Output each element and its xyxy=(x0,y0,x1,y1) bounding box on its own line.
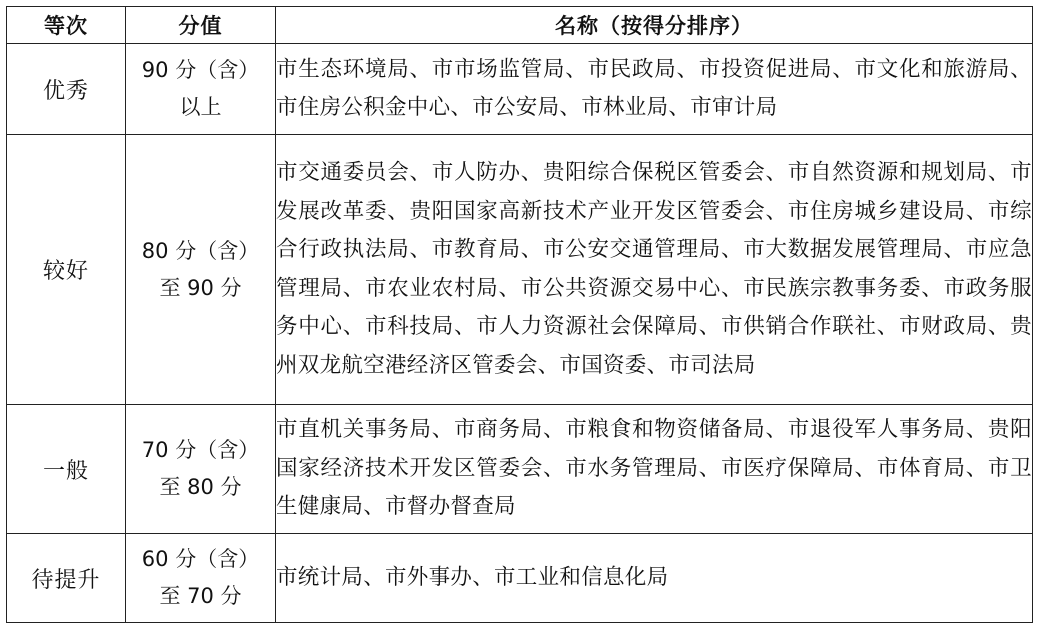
score-range-line: 70 分（含） xyxy=(141,438,260,462)
score-range-line: 以上 xyxy=(179,95,222,119)
score-range-line: 80 分（含） xyxy=(141,238,260,263)
names-cell: 市统计局、市外事办、市工业和信息化局 xyxy=(276,534,1033,623)
names-cell: 市生态环境局、市市场监管局、市民政局、市投资促进局、市文化和旅游局、市住房公积金中心、市公安局、市林业局、市审计局 xyxy=(276,44,1033,135)
names-cell: 市交通委员会、市人防办、贵阳综合保税区管委会、市自然资源和规划局、市发展改革委、贵阳国家高新技术产业开发区管委会、市住房城乡建设局、市综合行政执法局、市教育局、市公安交通管理局、市大数据发展管理局、市应急管理局、市农业农村局、市公共资源交易中心、市民族宗教事务委、市政务服务中心、市科技局、市人力资源社会保障局、市供销合作联社、市财政局、贵州双龙航空港经济区管委会、市国资委、市司法局 xyxy=(276,135,1033,405)
grade-table xyxy=(6,6,1033,623)
header-score: 分值 xyxy=(126,7,276,44)
grade-cell: 待提升 xyxy=(7,534,126,623)
grade-cell: 优秀 xyxy=(7,44,126,135)
score-range-line: 至 80 分 xyxy=(159,475,242,499)
table-row xyxy=(7,405,1033,534)
table-row xyxy=(7,534,1033,623)
names-cell: 市直机关事务局、市商务局、市粮食和物资储备局、市退役军人事务局、贵阳国家经济技术开发区管委会、市水务管理局、市医疗保障局、市体育局、市卫生健康局、市督办督查局 xyxy=(276,405,1033,534)
score-range-line: 90 分（含） xyxy=(141,58,260,82)
table-row xyxy=(7,44,1033,135)
score-range-line: 至 70 分 xyxy=(159,584,242,608)
score-range-line: 至 90 分 xyxy=(159,275,242,300)
grade-cell: 较好 xyxy=(7,135,126,405)
header-grade: 等次 xyxy=(7,7,126,44)
score-cell xyxy=(126,135,276,405)
score-cell xyxy=(126,534,276,623)
table-row xyxy=(7,135,1033,405)
table-header-row xyxy=(7,7,1033,44)
score-cell xyxy=(126,405,276,534)
grade-cell: 一般 xyxy=(7,405,126,534)
header-names: 名称（按得分排序） xyxy=(276,7,1033,44)
score-range-line: 60 分（含） xyxy=(141,547,260,571)
score-cell xyxy=(126,44,276,135)
